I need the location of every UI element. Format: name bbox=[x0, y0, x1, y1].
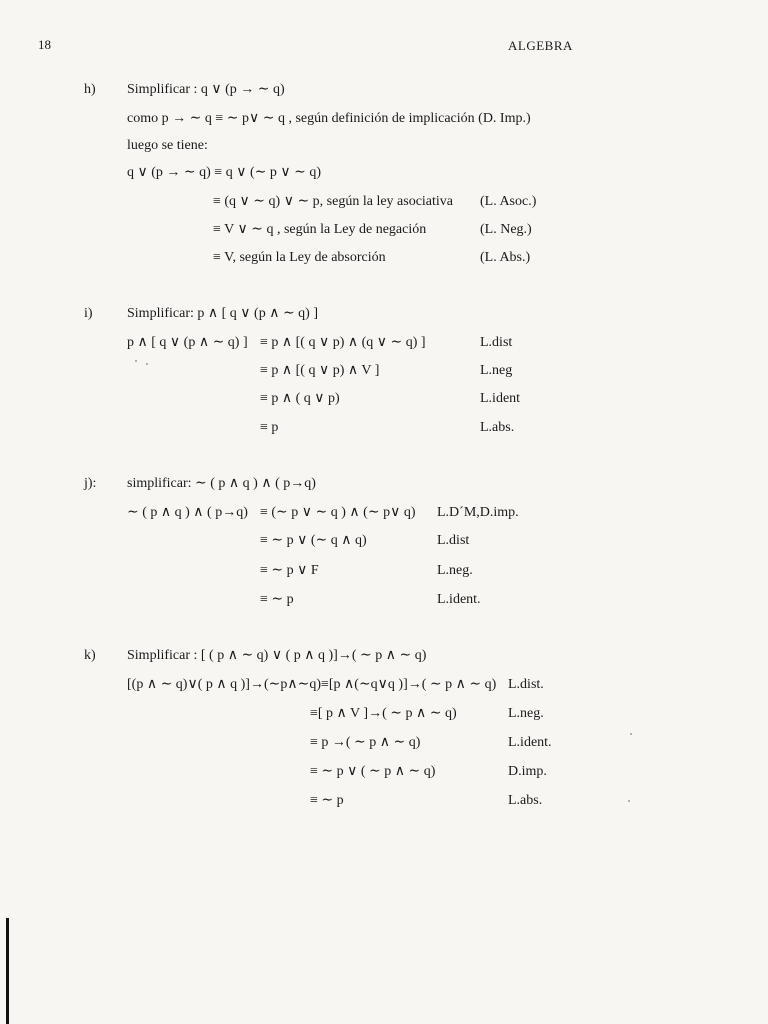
section-k-final-rule: L.abs. bbox=[508, 793, 543, 808]
section-j-lhs: ∼ ( p ∧ q ) ∧ ( p→q) bbox=[127, 505, 248, 520]
section-h-step-expr: ≡ (q ∨ ∼ q) ∨ ∼ p, según la ley asociativa bbox=[213, 194, 454, 209]
scan-speck bbox=[135, 360, 137, 362]
section-i-label: i) bbox=[84, 306, 93, 321]
section-j-step-rule: L.neg. bbox=[437, 563, 473, 578]
section-h-problem: Simplificar : q ∨ (p → ∼ q) bbox=[127, 82, 285, 97]
section-j-step-rule: L.ident. bbox=[437, 592, 481, 607]
section-j-step-expr: ≡ (∼ p ∨ ∼ q ) ∧ (∼ p∨ q) bbox=[260, 505, 416, 520]
section-k-label: k) bbox=[84, 648, 96, 663]
section-k-step-rule: D.imp. bbox=[508, 764, 547, 779]
section-h-step-rule: (L. Asoc.) bbox=[480, 194, 537, 209]
section-k-lhs: [(p ∧ ∼ q)∨( p ∧ q )]→(∼p∧∼q)≡[p ∧(∼q∨q )]→( ∼ p ∧ ∼ q) bbox=[127, 677, 497, 692]
section-i-lhs: p ∧ [ q ∨ (p ∧ ∼ q) ] bbox=[127, 335, 248, 350]
section-i-problem: Simplificar: p ∧ [ q ∨ (p ∧ ∼ q) ] bbox=[127, 306, 318, 321]
running-title: ALGEBRA bbox=[508, 38, 573, 53]
section-h-step-expr: ≡ V, según la Ley de absorción bbox=[213, 250, 386, 265]
section-k-step-expr: ≡ ∼ p bbox=[310, 793, 344, 808]
section-j-problem: simplificar: ∼ ( p ∧ q ) ∧ ( p→q) bbox=[127, 476, 316, 491]
section-h-step-rule: (L. Abs.) bbox=[480, 250, 531, 265]
section-h-line2: luego se tiene: bbox=[127, 138, 208, 153]
section-k-step-expr: ≡ ∼ p ∨ ( ∼ p ∧ ∼ q) bbox=[310, 764, 436, 779]
section-h-step-rule: (L. Neg.) bbox=[480, 222, 532, 237]
page-number: 18 bbox=[38, 37, 51, 52]
section-h-line1: como p → ∼ q ≡ ∼ p∨ ∼ q , según definición de implicación (D. Imp.) bbox=[127, 111, 531, 126]
section-j-step-rule: L.D´M,D.imp. bbox=[437, 505, 519, 520]
scan-edge-bar bbox=[6, 918, 9, 1024]
section-i-step-expr: ≡ p ∧ ( q ∨ p) bbox=[260, 391, 340, 406]
section-j-step-expr: ≡ ∼ p ∨ F bbox=[260, 563, 319, 578]
section-k-step-expr: ≡[ p ∧ V ]→( ∼ p ∧ ∼ q) bbox=[310, 706, 457, 721]
section-h-label: h) bbox=[84, 82, 96, 97]
section-i-step-rule: L.dist bbox=[480, 335, 513, 350]
section-i-step-expr: ≡ p ∧ [( q ∨ p) ∧ (q ∨ ∼ q) ] bbox=[260, 335, 426, 350]
section-k-step-rule: L.neg. bbox=[508, 706, 544, 721]
section-i-step-rule: L.abs. bbox=[480, 420, 515, 435]
section-i-step-expr: ≡ p bbox=[260, 420, 279, 435]
scan-speck bbox=[630, 733, 632, 735]
scan-speck bbox=[628, 800, 630, 802]
section-j-label: j): bbox=[84, 476, 97, 491]
section-h-step-expr: ≡ V ∨ ∼ q , según la Ley de negación bbox=[213, 222, 427, 237]
section-i-step-rule: L.neg bbox=[480, 363, 513, 378]
section-k-step-expr: ≡ p →( ∼ p ∧ ∼ q) bbox=[310, 735, 421, 750]
section-k-problem: Simplificar : [ ( p ∧ ∼ q) ∨ ( p ∧ q )]→( ∼ p ∧ ∼ q) bbox=[127, 648, 427, 663]
section-h-line3: q ∨ (p → ∼ q) ≡ q ∨ (∼ p ∨ ∼ q) bbox=[127, 165, 321, 180]
section-j-step-expr: ≡ ∼ p bbox=[260, 592, 294, 607]
section-k-step-rule: L.dist. bbox=[508, 677, 544, 692]
section-i-step-expr: ≡ p ∧ [( q ∨ p) ∧ V ] bbox=[260, 363, 380, 378]
scan-speck bbox=[146, 363, 148, 365]
section-i-step-rule: L.ident bbox=[480, 391, 521, 406]
section-j-step-expr: ≡ ∼ p ∨ (∼ q ∧ q) bbox=[260, 533, 367, 548]
section-j-step-rule: L.dist bbox=[437, 533, 470, 548]
section-k-step-rule: L.ident. bbox=[508, 735, 552, 750]
